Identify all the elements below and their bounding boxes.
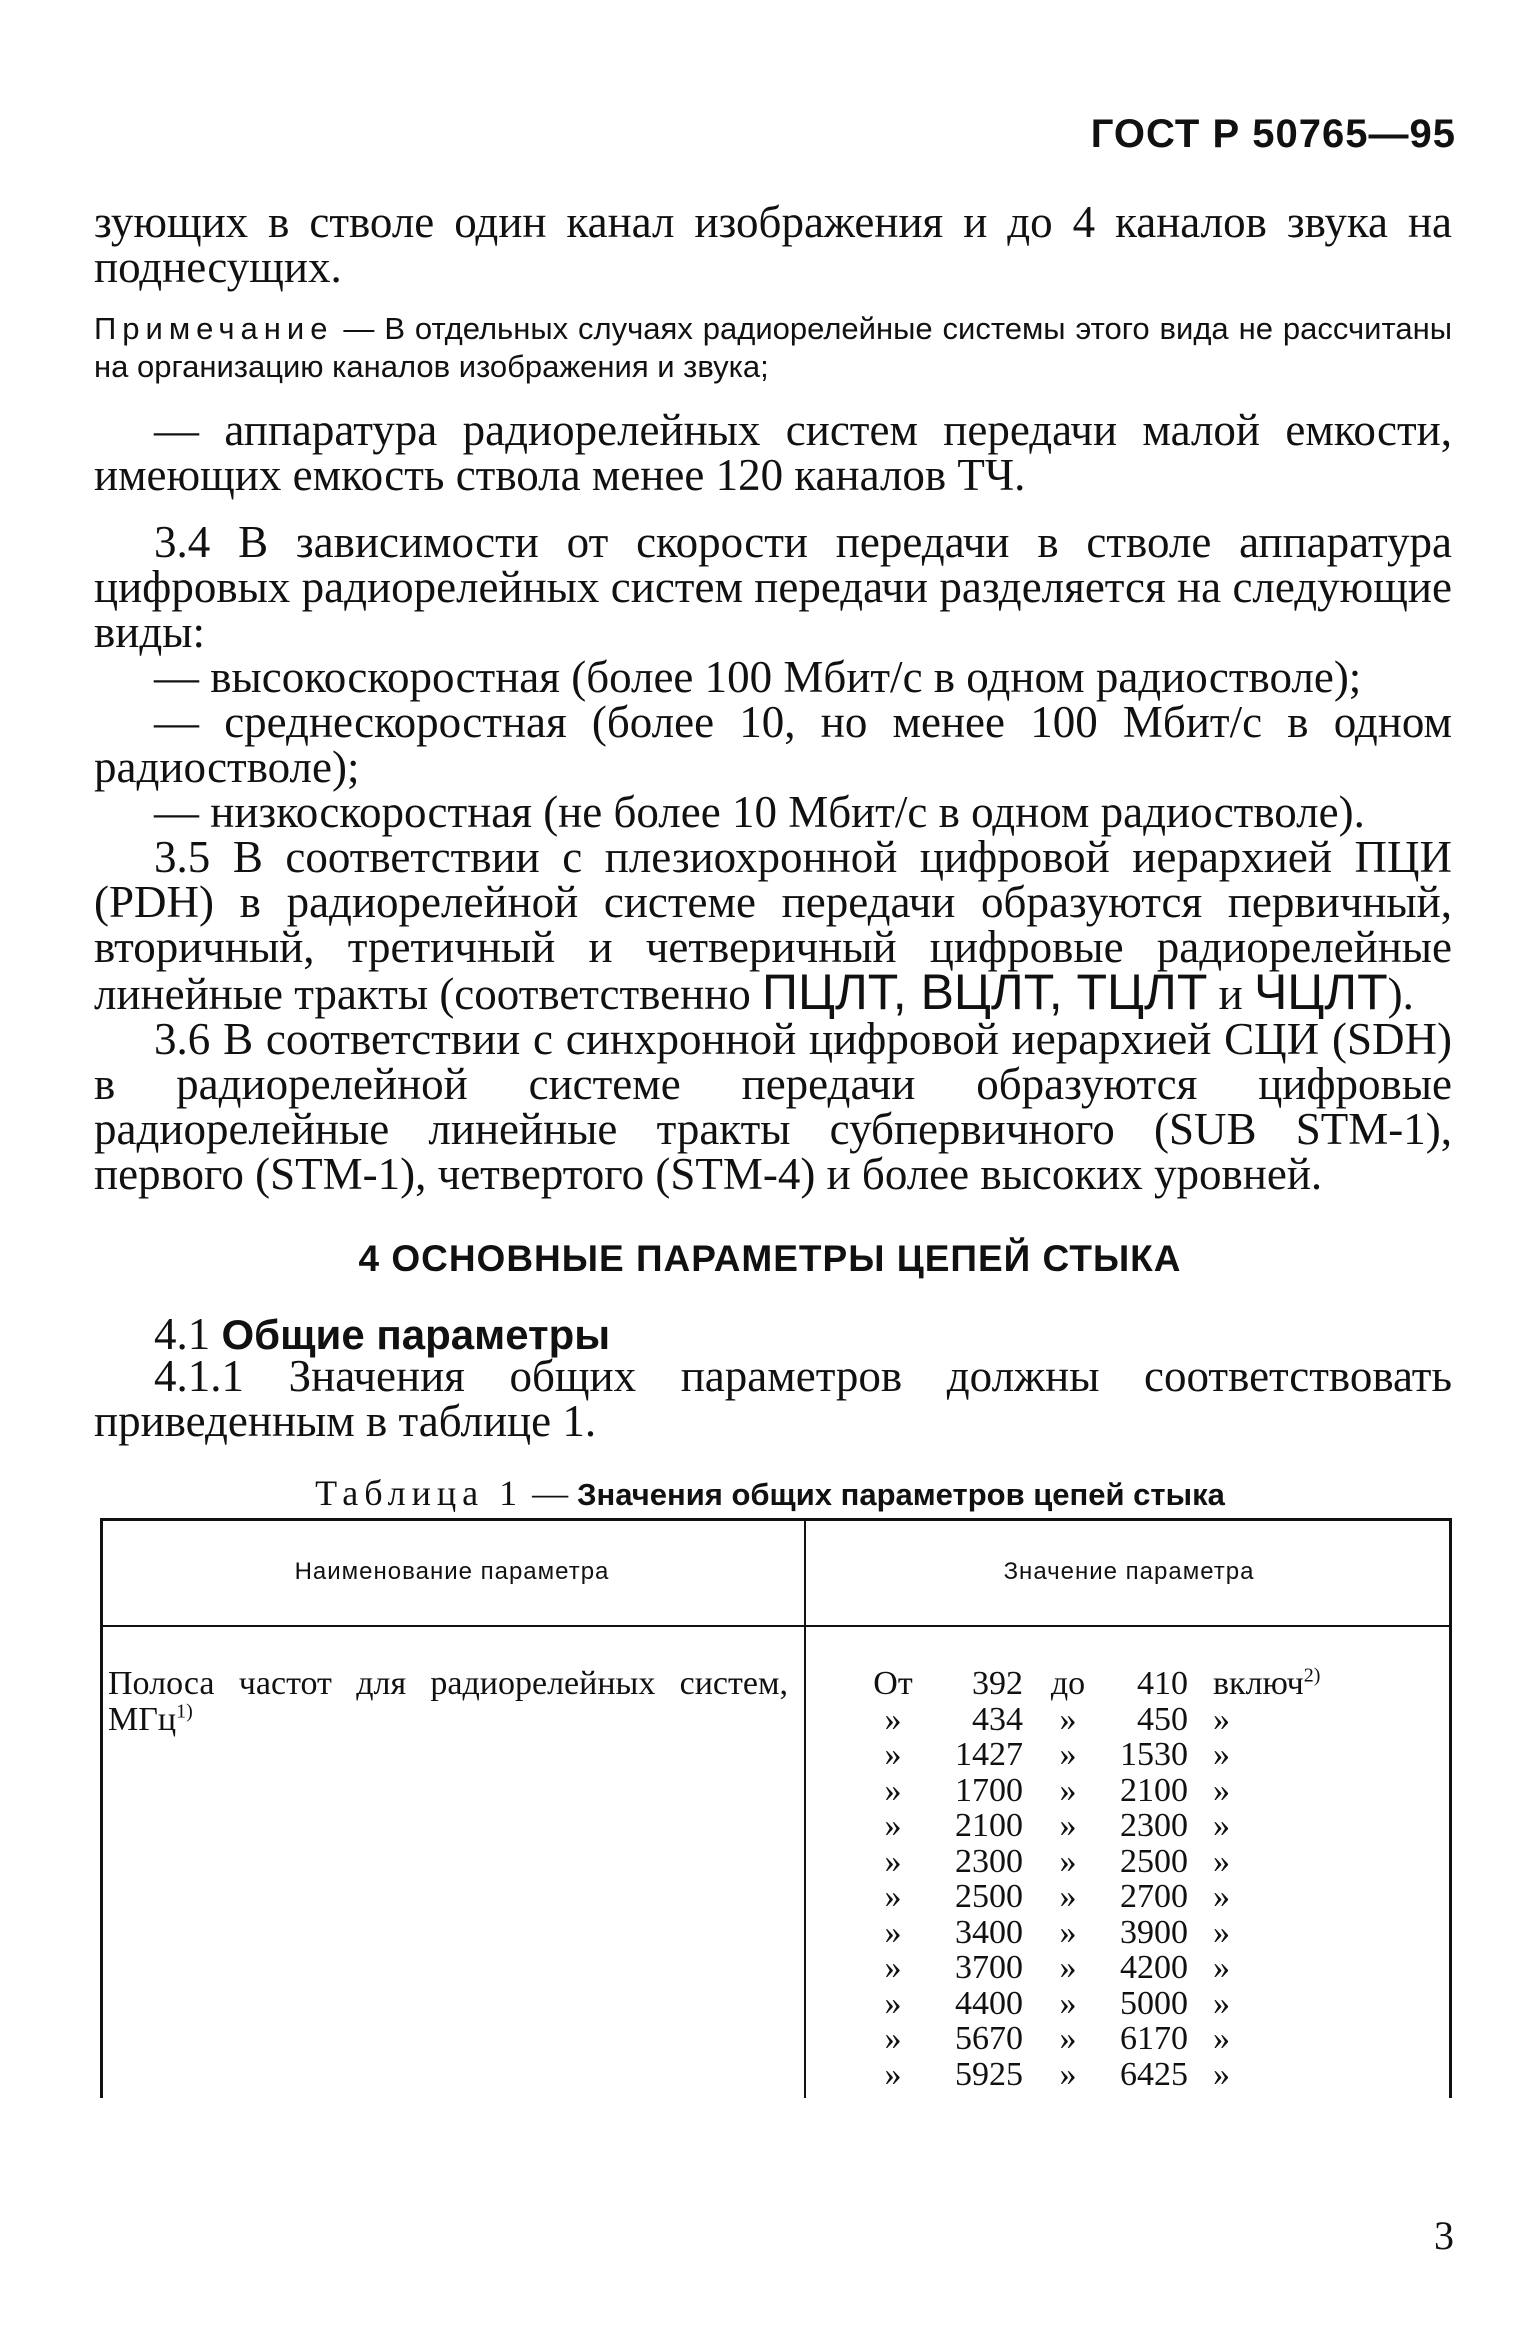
parameter-footnote: 1) — [176, 1700, 193, 1723]
paragraph-3-6: 3.6 В соответствии с синхронной цифровой иерархией СЦИ (SDH) в радиорелейной системе передачи образуются цифровые радиорелейные линейные тракты субпервичного (SUB STM-1), первого (STM-1), четвертого (STM-4) и более высоких уровней. — [94, 1014, 1452, 1199]
paragraph-3-5 — [94, 832, 1452, 1020]
range-suffix: » — [1213, 1700, 1230, 1738]
range-suffix: » — [1213, 1771, 1230, 1809]
range-from: 392 — [972, 1665, 1023, 1702]
range-to-word: до — [1050, 1665, 1086, 1702]
paragraph-3-4-b: — среднескоростная (более 10, но менее 100 Мбит/с в одном радиостволе); — [94, 697, 1452, 792]
frequency-range-row — [858, 1808, 1418, 1843]
range-from: 1427 — [955, 1736, 1023, 1773]
frequency-range-row — [858, 1666, 1418, 1701]
range-to: 6170 — [1120, 2020, 1188, 2057]
range-suffix: » — [1213, 1736, 1230, 1773]
table-column-divider — [804, 1518, 806, 2098]
range-to-word: » — [1059, 1807, 1077, 1844]
range-to-word: » — [1059, 1878, 1077, 1915]
range-suffix: » — [1213, 2055, 1230, 2093]
page-number: 3 — [1434, 2213, 1454, 2258]
range-to-word: » — [1059, 1771, 1077, 1809]
paragraph-3-5-end: ). — [1387, 969, 1414, 1019]
range-suffix: » — [1213, 2020, 1230, 2057]
range-prefix: » — [884, 1842, 902, 1880]
frequency-range-row — [858, 2021, 1418, 2056]
range-prefix: » — [884, 1807, 902, 1844]
table-caption-label: Таблица 1 — [315, 1473, 524, 1513]
note-label: Примечание — [94, 311, 334, 346]
paragraph-3-5-last: ЧЦЛТ — [1253, 964, 1388, 1020]
range-to-word: » — [1059, 1913, 1077, 1951]
table-left-border — [100, 1518, 103, 2098]
frequency-range-row — [858, 2057, 1418, 2092]
range-from: 2100 — [955, 1807, 1023, 1844]
range-to: 2300 — [1120, 1807, 1188, 1844]
table-header-rule — [100, 1625, 1452, 1627]
standard-header: ГОСТ Р 50765—95 — [1090, 112, 1456, 156]
range-suffix: » — [1213, 1878, 1230, 1915]
frequency-range-row — [858, 1950, 1418, 1985]
range-from: 1700 — [955, 1771, 1023, 1809]
paragraph-low-capacity: — аппаратура радиорелейных систем передачи малой емкости, имеющих емкость ствола менее 120 каналов ТЧ. — [94, 405, 1452, 500]
range-from: 5670 — [955, 2020, 1023, 2057]
range-from: 2500 — [955, 1878, 1023, 1915]
range-suffix: » — [1213, 1913, 1230, 1951]
range-prefix: » — [884, 1984, 902, 2022]
paragraph-3-4-c: — низкоскоростная (не более 10 Мбит/с в одном радиостволе). — [154, 787, 1365, 837]
header-parameter-value: Значение параметра — [1003, 1558, 1255, 1585]
range-to-word: » — [1059, 2055, 1077, 2093]
range-footnote: 2) — [1303, 1664, 1321, 1687]
range-to: 450 — [1137, 1700, 1188, 1738]
main-text-block — [94, 405, 1452, 1199]
range-to: 410 — [1137, 1665, 1188, 1702]
range-suffix-text: включ — [1213, 1665, 1304, 1702]
frequency-range-row — [858, 1737, 1418, 1772]
range-to-word: » — [1059, 1984, 1077, 2022]
range-prefix: » — [884, 1700, 902, 1738]
range-prefix: » — [884, 2020, 902, 2057]
header-parameter-name: Наименование параметра — [294, 1558, 610, 1585]
table-right-border — [1449, 1518, 1452, 2098]
range-to: 3900 — [1120, 1913, 1188, 1951]
note-text: — В отдельных случаях радиорелейные системы этого вида не рассчитаны на организацию каналов изображения и звука; — [94, 311, 1452, 384]
range-from: 3400 — [955, 1913, 1023, 1951]
table-caption — [0, 1472, 1540, 1514]
range-to: 2100 — [1120, 1771, 1188, 1809]
table-caption-dash: — — [523, 1473, 578, 1513]
range-to-word: » — [1059, 1949, 1077, 1986]
frequency-range-row — [858, 1773, 1418, 1808]
range-prefix: От — [873, 1665, 913, 1702]
note — [94, 310, 1452, 386]
range-to: 2500 — [1120, 1842, 1188, 1880]
range-to: 4200 — [1120, 1949, 1188, 1986]
range-suffix: » — [1213, 1842, 1230, 1880]
paragraph-4-1-1: 4.1.1 Значения общих параметров должны соответствовать приведенным в таблице 1. — [94, 1351, 1452, 1446]
range-to: 2700 — [1120, 1878, 1188, 1915]
range-suffix — [1213, 1666, 1343, 1701]
frequency-range-row — [858, 1702, 1418, 1737]
range-suffix: » — [1213, 1807, 1230, 1844]
range-from: 4400 — [955, 1984, 1023, 2022]
range-prefix: » — [884, 1878, 902, 1915]
range-prefix: » — [884, 1736, 902, 1773]
range-to: 5000 — [1120, 1984, 1188, 2022]
parameter-name-cell — [108, 1666, 788, 1738]
range-suffix: » — [1213, 1984, 1230, 2022]
range-from: 3700 — [955, 1949, 1023, 1986]
paragraph-3-4: 3.4 В зависимости от скорости передачи в стволе аппаратура цифровых радиорелейных систем передачи разделяется на следующие виды: — [94, 517, 1452, 657]
paragraph-3-5-start: 3.5 В соответствии с плезиохронной цифровой иерархией ПЦИ (PDH) в радиорелейной системе передачи образуются первичный, вторичный, третичный и четверичный цифровые радиорелейные линейные тракты (соответственно — [94, 832, 1452, 1019]
range-to-word: » — [1059, 1842, 1077, 1880]
range-to: 6425 — [1120, 2055, 1188, 2093]
table-caption-title: Значения общих параметров цепей стыка — [577, 1477, 1225, 1512]
subsection-name: Общие параметры — [221, 1311, 611, 1358]
parameters-table — [100, 1518, 1452, 2098]
frequency-range-row — [858, 1915, 1418, 1950]
frequency-range-row — [858, 1986, 1418, 2021]
range-suffix: » — [1213, 1949, 1230, 1986]
subsection-number: 4.1 — [154, 1309, 211, 1359]
range-prefix: » — [884, 2055, 902, 2093]
range-prefix: » — [884, 1771, 902, 1809]
section-title: 4 ОСНОВНЫЕ ПАРАМЕТРЫ ЦЕПЕЙ СТЫКА — [358, 1238, 1182, 1279]
paragraph-3-4-a: — высокоскоростная (более 100 Мбит/с в одном радиостволе); — [154, 652, 1362, 702]
range-to-word: » — [1059, 2020, 1077, 2057]
range-to: 1530 — [1120, 1736, 1188, 1773]
range-to-word: » — [1059, 1700, 1077, 1738]
range-to-word: » — [1059, 1736, 1077, 1773]
range-from: 2300 — [955, 1842, 1023, 1880]
paragraph-3-5-and: и — [1207, 969, 1254, 1019]
range-prefix: » — [884, 1913, 902, 1951]
frequency-range-row — [858, 1844, 1418, 1879]
paragraph-continuation: зующих в стволе один канал изображения и до 4 каналов звука на поднесущих. — [94, 197, 1452, 292]
range-from: 434 — [972, 1700, 1023, 1738]
paragraph-3-5-terms: ПЦЛТ, ВЦЛТ, ТЦЛТ — [762, 964, 1208, 1020]
range-from: 5925 — [955, 2055, 1023, 2093]
parameter-name: Полоса частот для радиорелейных систем, МГц — [108, 1665, 788, 1738]
frequency-range-row — [858, 1879, 1418, 1914]
range-prefix: » — [884, 1949, 902, 1986]
table-top-rule — [100, 1518, 1452, 1521]
